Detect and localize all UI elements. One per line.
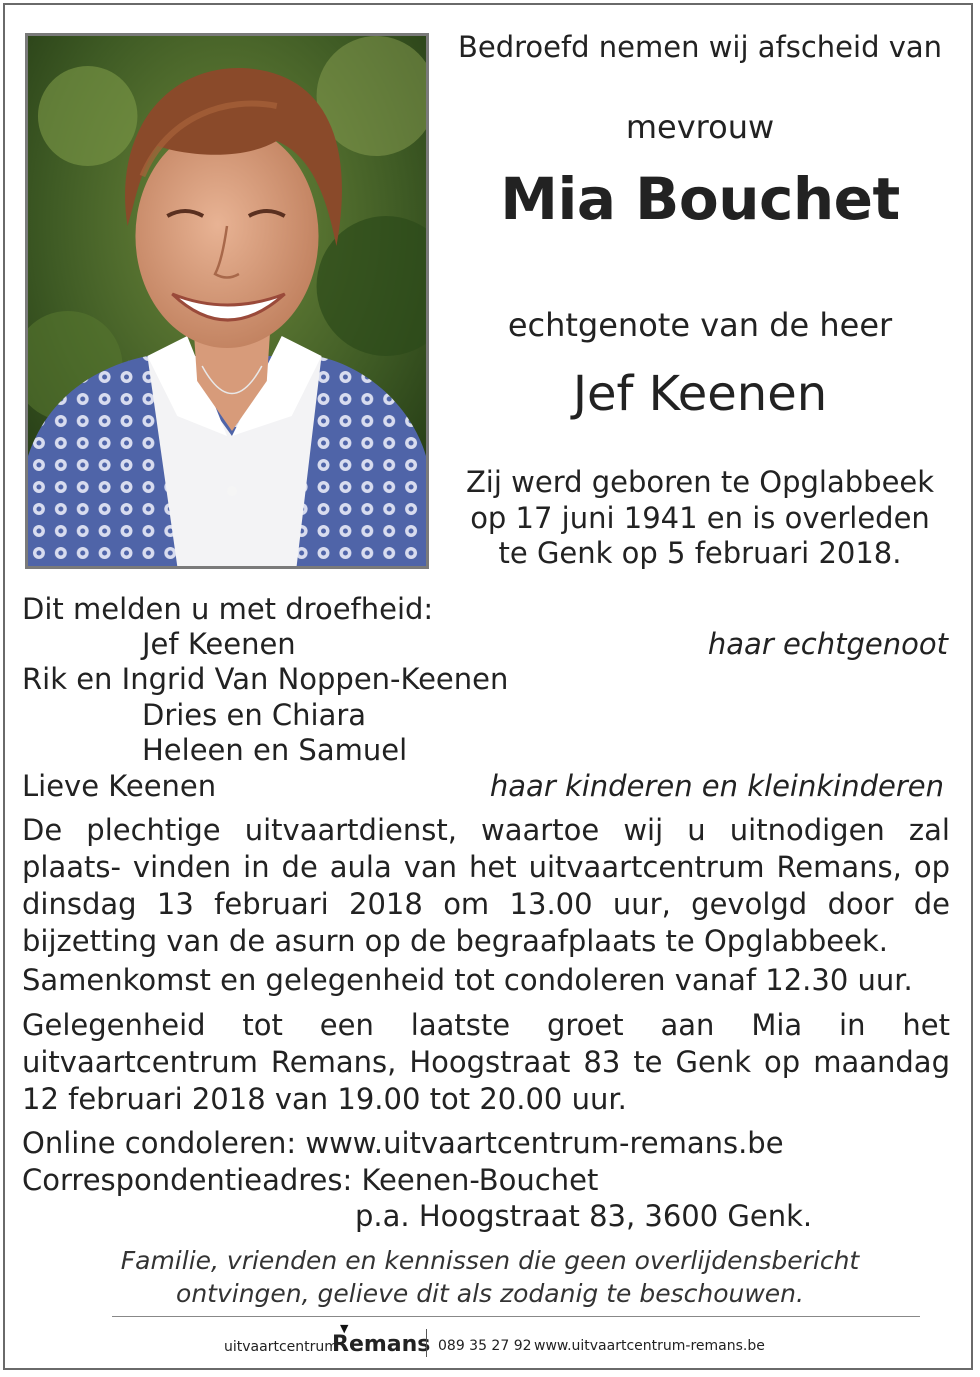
role-spouse: haar echtgenoot: [707, 627, 948, 661]
footer-divider: [112, 1316, 920, 1317]
birth-line-3: te Genk op 5 februari 2018.: [498, 536, 902, 570]
role-children: haar kinderen en kleinkinderen: [489, 769, 944, 803]
triangle-logo-icon: ▼: [340, 1322, 349, 1335]
note-line-2: ontvingen, gelieve dit als zodanig te beschouwen.: [176, 1279, 804, 1308]
family-entry: Heleen en Samuel: [142, 733, 408, 767]
family-entry: Dries en Chiara: [142, 698, 367, 732]
title-word: mevrouw: [625, 108, 775, 146]
portrait-image: [28, 36, 426, 566]
note-line-1: Familie, vrienden en kennissen die geen overlijdensbericht: [120, 1246, 860, 1275]
footer-website: www.uitvaartcentrum-remans.be: [534, 1338, 765, 1354]
family-intro: Dit melden u met droefheid:: [22, 592, 434, 626]
address-line: p.a. Hoogstraat 83, 3600 Genk.: [355, 1199, 813, 1233]
brand-name: Remans: [332, 1332, 431, 1357]
family-entry: Rik en Ingrid Van Noppen-Keenen: [22, 662, 509, 696]
service-paragraph: De plechtige uitvaartdienst, waartoe wij u uitnodigen zal plaats- vinden in de aula van het uitvaartcentrum Remans, op dinsdag 13 februari 2018 om 13.00 uur, gevolgd door de bijzetting van de asurn op de begraafplaats te Opglabbeek.: [22, 813, 950, 958]
portrait-photo: [25, 33, 429, 569]
footer: [0, 1322, 980, 1365]
gathering-text: Samenkomst en gelegenheid tot condoleren vanaf 12.30 uur.: [22, 963, 913, 997]
family-entry: Jef Keenen: [142, 627, 296, 661]
birth-line-2: op 17 juni 1941 en is overleden: [470, 501, 930, 535]
spouse-name: Jef Keenen: [572, 366, 828, 422]
birth-line-1: Zij werd geboren te Opglabbeek: [465, 465, 935, 499]
phone-number: 089 35 27 92: [438, 1338, 532, 1354]
brand-divider: [426, 1329, 427, 1357]
spouse-intro: echtgenote van de heer: [507, 306, 893, 344]
family-entry: Lieve Keenen: [22, 769, 217, 803]
brand-prefix: uitvaartcentrum: [224, 1339, 338, 1355]
online-condolence: Online condoleren: www.uitvaartcentrum-remans.be: [22, 1126, 784, 1160]
correspondence-address: Correspondentieadres: Keenen-Bouchet: [22, 1163, 599, 1197]
deceased-name: Mia Bouchet: [500, 165, 900, 233]
farewell-paragraph: Gelegenheid tot een laatste groet aan Mia in het uitvaartcentrum Remans, Hoogstraat 83 te Genk op maandag 12 februari 2018 van 19.00 tot 20.00 uur.: [22, 1008, 950, 1116]
intro-text: Bedroefd nemen wij afscheid van: [457, 30, 943, 64]
